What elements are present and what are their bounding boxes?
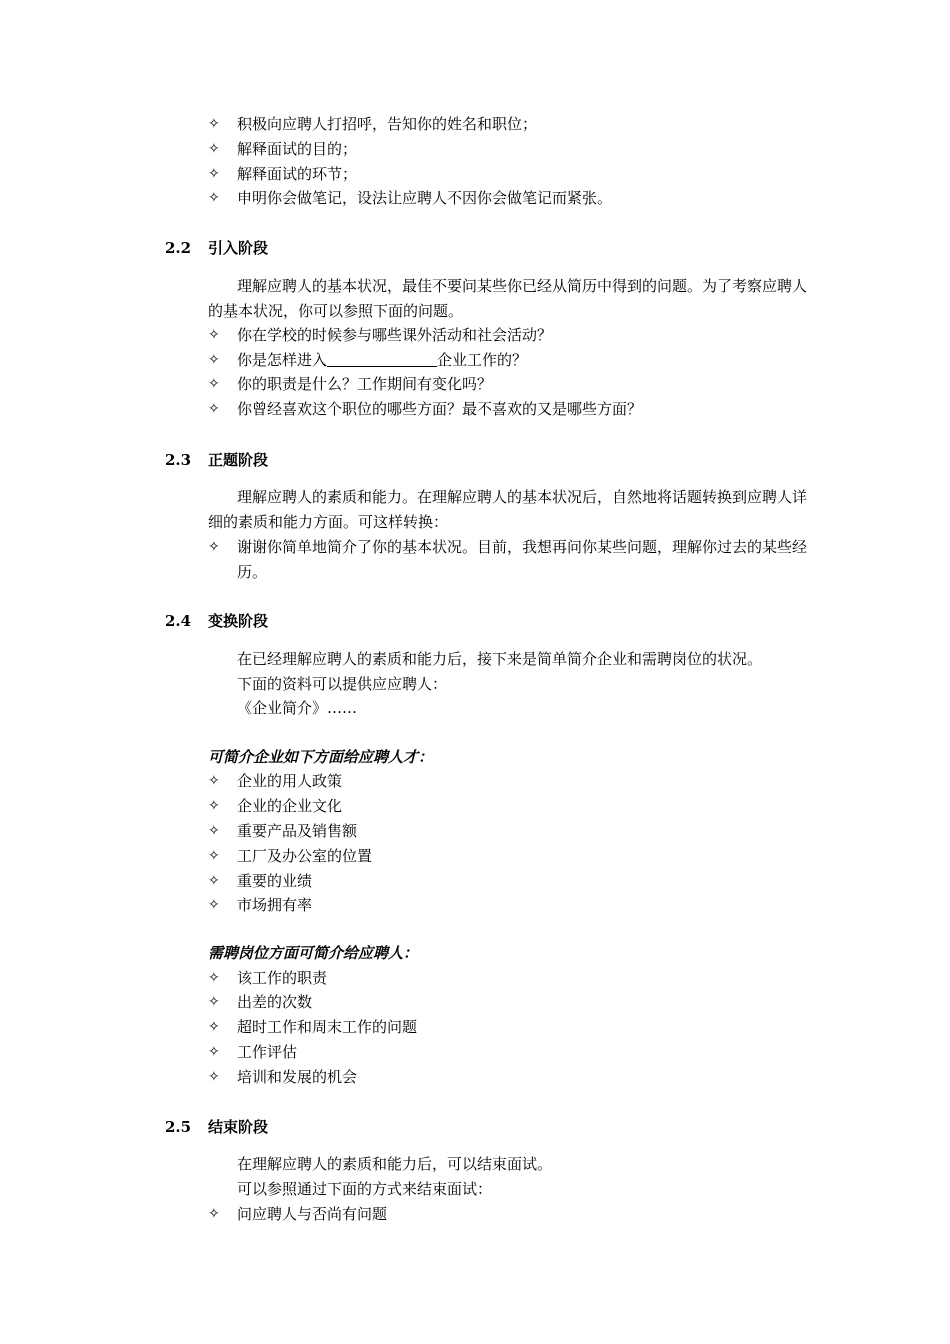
diamond-bullet-icon: ✧ (208, 190, 220, 206)
diamond-bullet-icon: ✧ (208, 327, 220, 343)
diamond-bullet-icon: ✧ (208, 798, 220, 814)
list-item: ✧ 你是怎样进入 企业工作的？ (208, 348, 818, 373)
list-item: ✧ 工厂及办公室的位置 (208, 844, 818, 869)
body-line: 在理解应聘人的素质和能力后，可以结束面试。 (237, 1155, 553, 1173)
diamond-bullet-icon: ✧ (208, 823, 220, 839)
diamond-bullet-icon: ✧ (208, 773, 220, 789)
diamond-bullet-icon: ✧ (208, 994, 220, 1010)
list-item: ✧ 问应聘人与否尚有问题 (208, 1202, 818, 1227)
list-item: ✧ 你在学校的时候参与哪些课外活动和社会活动？ (208, 323, 818, 348)
diamond-bullet-icon: ✧ (208, 376, 220, 392)
diamond-bullet-icon: ✧ (208, 1069, 220, 1085)
list-item: ✧ 该工作的职责 (208, 966, 818, 991)
list-item: ✧ 市场拥有率 (208, 893, 818, 918)
position-subheading: 需聘岗位方面可简介给应聘人： (208, 944, 419, 962)
diamond-bullet-icon: ✧ (208, 166, 220, 182)
section-paragraph: 理解应聘人的素质和能力。在理解应聘人的基本状况后，自然地将话题转换到应聘人详细的素质和能力方面。可这样转换： (208, 488, 808, 531)
diamond-bullet-icon: ✧ (208, 1019, 220, 1035)
section-heading-2-3: 2.3 正题阶段 (165, 451, 269, 469)
section-heading-2-2: 2.2 引入阶段 (165, 239, 269, 257)
diamond-bullet-icon: ✧ (208, 401, 220, 417)
list-item: ✧ 申明你会做笔记，设法让应聘人不因你会做笔记而紧张。 (208, 186, 818, 211)
body-line: 可以参照通过下面的方式来结束面试： (237, 1180, 493, 1198)
list-item: ✧ 培训和发展的机会 (208, 1065, 818, 1090)
diamond-bullet-icon: ✧ (208, 116, 220, 132)
list-item: ✧ 企业的用人政策 (208, 769, 818, 794)
section-paragraph: 理解应聘人的基本状况，最佳不要问某些你已经从简历中得到的问题。为了考察应聘人的基本状况，你可以参照下面的问题。 (208, 277, 808, 320)
list-item: ✧ 超时工作和周末工作的问题 (208, 1015, 818, 1040)
list-item: ✧ 出差的次数 (208, 990, 818, 1015)
diamond-bullet-icon: ✧ (208, 141, 220, 157)
list-item: ✧ 积极向应聘人打招呼，告知你的姓名和职位； (208, 112, 818, 137)
list-item: ✧ 你曾经喜欢这个职位的哪些方面？最不喜欢的又是哪些方面？ (208, 397, 818, 422)
list-item: ✧ 解释面试的环节； (208, 162, 818, 187)
list-item: ✧ 谢谢你简单地简介了你的基本状况。目前，我想再问你某些问题，理解你过去的某些经历。 (208, 535, 818, 585)
diamond-bullet-icon: ✧ (208, 873, 220, 889)
diamond-bullet-icon: ✧ (208, 539, 220, 555)
diamond-bullet-icon: ✧ (208, 352, 220, 368)
body-line: 下面的资料可以提供应应聘人： (237, 675, 448, 693)
list-item: ✧ 解释面试的目的； (208, 137, 818, 162)
diamond-bullet-icon: ✧ (208, 848, 220, 864)
body-line: 在已经理解应聘人的素质和能力后，接下来是简单简介企业和需聘岗位的状况。 (237, 650, 763, 668)
list-item: ✧ 你的职责是什么？工作期间有变化吗？ (208, 372, 818, 397)
section-heading-2-4: 2.4 变换阶段 (165, 612, 269, 630)
list-item: ✧ 工作评估 (208, 1040, 818, 1065)
list-item: ✧ 重要的业绩 (208, 869, 818, 894)
list-item: ✧ 企业的企业文化 (208, 794, 818, 819)
diamond-bullet-icon: ✧ (208, 970, 220, 986)
company-subheading: 可简介企业如下方面给应聘人才： (208, 748, 434, 766)
fill-in-blank (327, 350, 437, 367)
body-line: 《企业简介》…… (237, 699, 358, 717)
diamond-bullet-icon: ✧ (208, 1044, 220, 1060)
diamond-bullet-icon: ✧ (208, 1206, 220, 1222)
section-heading-2-5: 2.5 结束阶段 (165, 1118, 269, 1136)
list-item: ✧ 重要产品及销售额 (208, 819, 818, 844)
diamond-bullet-icon: ✧ (208, 897, 220, 913)
